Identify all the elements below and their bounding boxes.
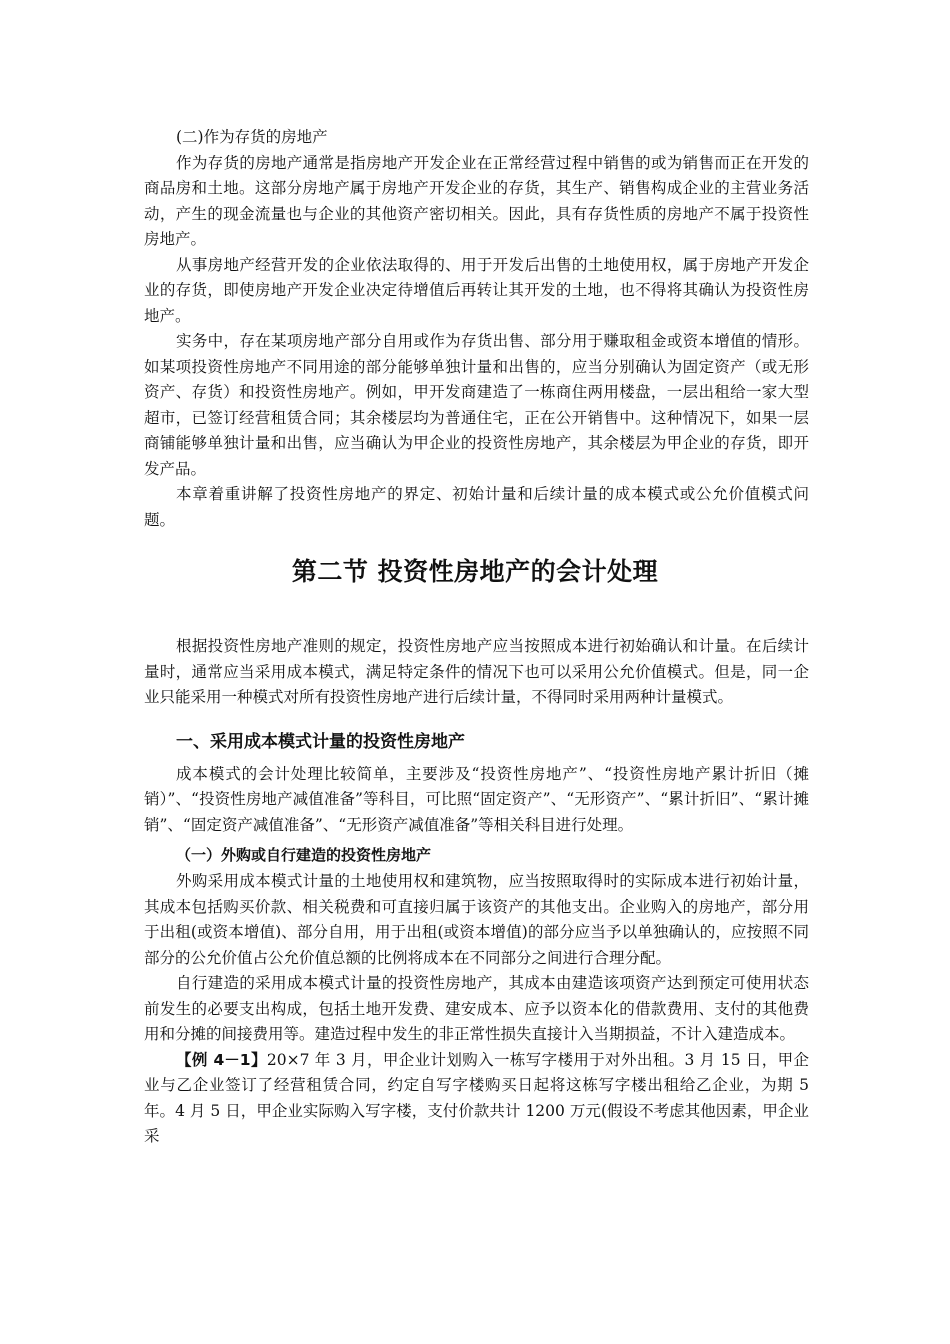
paragraph: 自行建造的采用成本模式计量的投资性房地产，其成本由建造该项资产达到预定可使用状态前发生的必要支出构成，包括土地开发费、建安成本、应予以资本化的借款费用、支付的其他费用和分摊的间接费用等。建造过程中发生的非正常性损失直接计入当期损益，不计入建造成本。 <box>144 974 809 1043</box>
heading-cost-model: 一、采用成本模式计量的投资性房地产 <box>176 731 465 752</box>
example-paragraph <box>144 1048 809 1150</box>
section-title: 第二节 投资性房地产的会计处理 <box>291 557 659 586</box>
paragraph: 成本模式的会计处理比较简单，主要涉及“投资性房地产”、“投资性房地产累计折旧（摊销）”、“投资性房地产减值准备”等科目，可比照“固定资产”、“无形资产”、“累计折旧”、“累计摊销”、“固定资产减值准备”、“无形资产减值准备”等相关科目进行处理。 <box>144 764 809 834</box>
example-text: 20×7 年 3 月，甲企业计划购入一栋写字楼用于对外出租。3 月 15 日，甲企业与乙企业签订了经营租赁合同，约定自写字楼购买日起将这栋写字楼出租给乙企业，为期 5 年。4 月 5 日，甲企业实际购入写字楼，支付价款共计 1200 万元(假设不考虑其他因素，甲企业采 <box>144 1050 809 1145</box>
paragraph: 本章着重讲解了投资性房地产的界定、初始计量和后续计量的成本模式或公允价值模式问题。 <box>144 485 809 529</box>
paragraph: 作为存货的房地产通常是指房地产开发企业在正常经营过程中销售的或为销售而正在开发的商品房和土地。这部分房地产属于房地产开发企业的存货，其生产、销售构成企业的主营业务活动，产生的现金流量也与企业的其他资产密切相关。因此，具有存货性质的房地产不属于投资性房地产。 <box>144 153 809 248</box>
paragraph: 从事房地产经营开发的企业依法取得的、用于开发后出售的土地使用权，属于房地产开发企业的存货，即使房地产开发企业决定待增值后再转让其开发的土地，也不得将其确认为投资性房地产。 <box>144 255 809 325</box>
section-accounting <box>144 634 809 1150</box>
subheading-inventory-property: (二)作为存货的房地产 <box>176 128 328 146</box>
paragraph: 实务中，存在某项房地产部分自用或作为存货出售、部分用于赚取租金或资本增值的情形。如某项投资性房地产不同用途的部分能够单独计量和出售的，应当分别确认为固定资产（或无形资产、存货）和投资性房地产。例如，甲开发商建造了一栋商住两用楼盘，一层出租给一家大型超市，已签订经营租赁合同；其余楼层均为普通住宅，正在公开销售中。这种情况下，如果一层商铺能够单独计量和出售，应当确认为甲企业的投资性房地产，其余楼层为甲企业的存货，即开发产品。 <box>144 332 809 478</box>
intro-paragraph: 根据投资性房地产准则的规定，投资性房地产应当按照成本进行初始确认和计量。在后续计量时，通常应当采用成本模式，满足特定条件的情况下也可以采用公允价值模式。但是，同一企业只能采用一种模式对所有投资性房地产进行后续计量，不得同时采用两种计量模式。 <box>144 637 809 706</box>
subheading-purchase-build: （一）外购或自行建造的投资性房地产 <box>176 846 432 864</box>
example-label: 【例 4－1】 <box>176 1050 267 1069</box>
paragraph: 外购采用成本模式计量的土地使用权和建筑物，应当按照取得时的实际成本进行初始计量，其成本包括购买价款、相关税费和可直接归属于该资产的其他支出。企业购入的房地产，部分用于出租(或资本增值)、部分自用，用于出租(或资本增值)的部分应当予以单独确认的，应按照不同部分的公允价值占公允价值总额的比例将成本在不同部分之间进行合理分配。 <box>144 872 809 967</box>
section-inventory-property <box>144 125 809 533</box>
